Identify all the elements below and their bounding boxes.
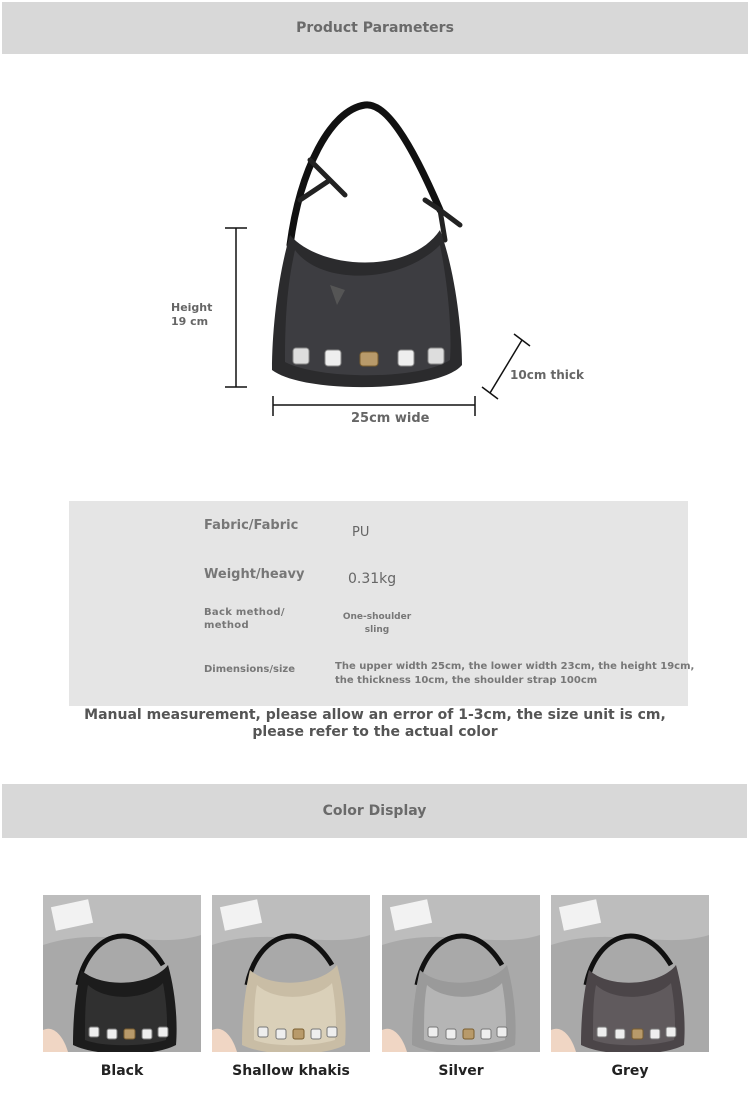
spec-key-fabric: Fabric/Fabric <box>204 518 299 533</box>
color-swatch-image[interactable] <box>43 895 201 1052</box>
color-swatch-label: Shallow khakis <box>232 1063 350 1079</box>
color-swatch-image[interactable] <box>212 895 370 1052</box>
color-swatch-label: Black <box>100 1063 144 1079</box>
spec-key-weight: Weight/heavy <box>204 567 305 582</box>
section-header-color-display <box>2 784 747 838</box>
measurement-note: Manual measurement, please allow an error of 1-3cm, the size unit is cm, please refer to the actual color <box>84 707 666 740</box>
spec-value-fabric: PU <box>352 525 370 540</box>
thickness-label: 10cm thick <box>510 368 584 382</box>
color-swatch-label: Silver <box>438 1063 484 1079</box>
height-label: Height 19 cm <box>171 301 213 328</box>
section-header-product-parameters <box>2 2 748 54</box>
color-swatch-label: Grey <box>611 1063 649 1079</box>
spec-key-dimensions: Dimensions/size <box>204 664 296 675</box>
color-swatch-image[interactable] <box>551 895 709 1052</box>
spec-value-weight: 0.31kg <box>348 571 397 587</box>
spec-value-back-method: One-shoulder sling <box>342 612 412 635</box>
spec-value-dimensions: The upper width 25cm, the lower width 23cm, the height 19cm, the thickness 10cm, the shoulder strap 100cm <box>335 661 695 686</box>
product-image <box>0 60 750 460</box>
product-dimension-diagram <box>0 60 750 460</box>
color-swatch-image[interactable] <box>382 895 540 1052</box>
spec-table <box>69 501 695 706</box>
spec-key-back-method: Back method/ method <box>204 607 285 631</box>
section-title: Color Display <box>322 803 427 819</box>
width-label: 25cm wide <box>351 411 430 426</box>
section-title: Product Parameters <box>296 20 454 36</box>
